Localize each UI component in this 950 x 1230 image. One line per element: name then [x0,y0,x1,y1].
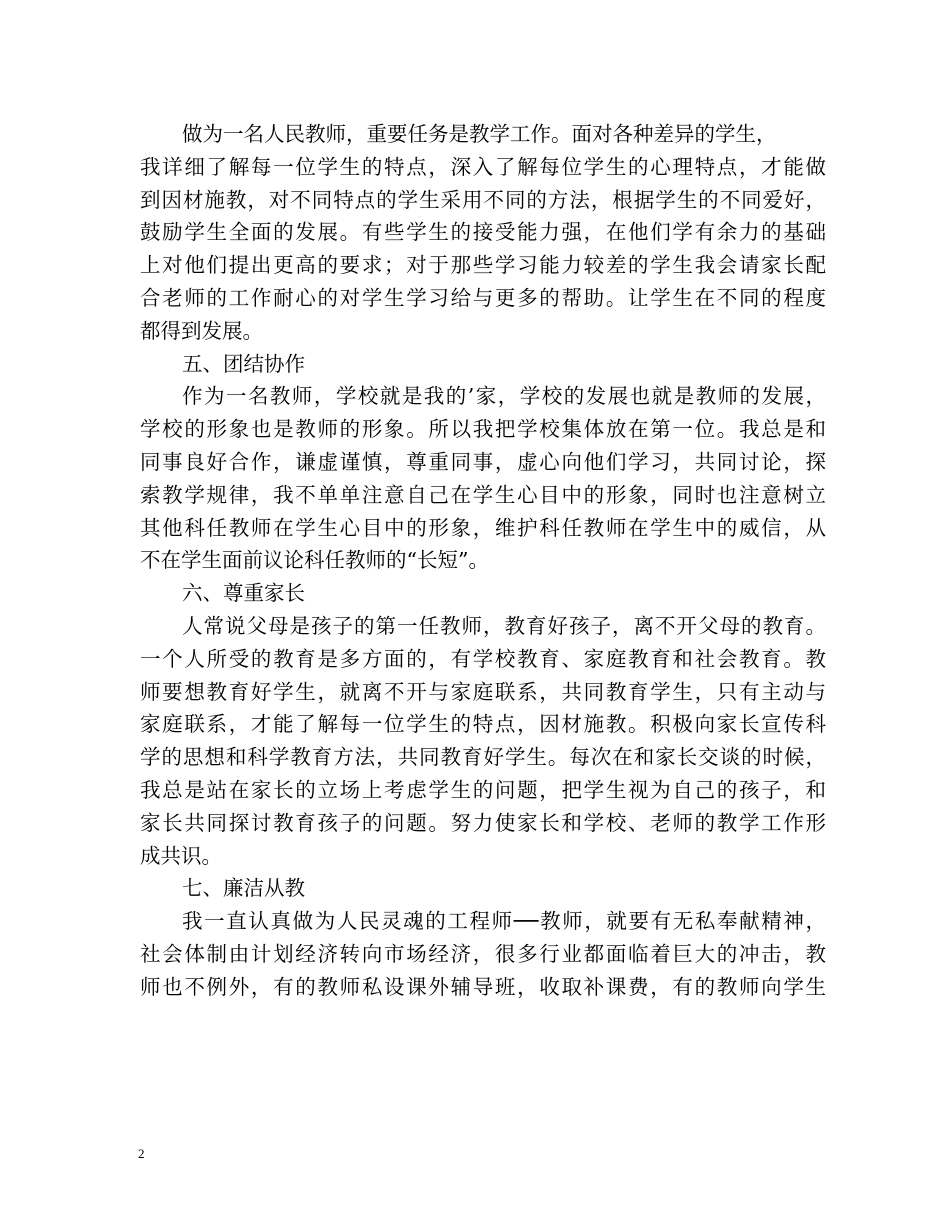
text-line: 同事良好合作，谦虚谨慎，尊重同事，虚心向他们学习，共同讨论，探 [140,450,826,474]
text-line: 索教学规律，我不单单注意自己在学生心目中的形象，同时也注意树立 [140,482,826,507]
text-line: 学的思想和科学教育方法，共同教育好学生。每次在和家长交谈的时候， [140,745,826,770]
text-line: 社会体制由计划经济转向市场经济，很多行业都面临着巨大的冲击，教 [140,942,826,966]
page-number: 2 [138,1146,145,1161]
text-line: 师也不例外，有的教师私设课外辅导班，收取补课费，有的教师向学生 [140,974,826,999]
text-line: 七、廉洁从教 [182,876,305,901]
text-line: 我一直认真做为人民灵魂的工程师──教师，就要有无私奉献精神， [182,909,826,934]
text-line: 六、尊重家长 [182,581,305,606]
text-line: 一个人所受的教育是多方面的，有学校教育、家庭教育和社会教育。教 [140,646,826,671]
text-line: 上对他们提出更高的要求；对于那些学习能力较差的学生我会请家长配 [140,253,826,278]
text-line: 家庭联系，才能了解每一位学生的特点，因材施教。积极向家长宣传科 [140,712,826,737]
text-line: 成共识。 [140,843,222,868]
text-line: 不在学生面前议论科任教师的“长短”。 [140,548,489,573]
text-line: 作为一名教师，学校就是我的’家，学校的发展也就是教师的发展， [182,384,826,409]
text-line: 学校的形象也是教师的形象。所以我把学校集体放在第一位。我总是和 [140,417,826,442]
text-line: 五、团结协作 [182,351,305,376]
text-line: 人常说父母是孩子的第一任教师，教育好孩子，离不开父母的教育。 [182,614,826,638]
text-line: 其他科任教师在学生心目中的形象，维护科任教师在学生中的威信，从 [140,515,826,540]
text-line: 家长共同探讨教育孩子的问题。努力使家长和学校、老师的教学工作形 [140,810,826,835]
text-line: 我总是站在家长的立场上考虑学生的问题，把学生视为自己的孩子，和 [140,778,826,802]
text-line: 我详细了解每一位学生的特点，深入了解每位学生的心理特点，才能做 [140,154,826,179]
text-line: 到因材施教，对不同特点的学生采用不同的方法，根据学生的不同爱好， [140,187,826,212]
text-line: 鼓励学生全面的发展。有些学生的接受能力强，在他们学有余力的基础 [140,220,826,245]
text-line: 都得到发展。 [140,318,263,343]
text-line: 做为一名人民教师，重要任务是教学工作。面对各种差异的学生， [182,122,777,146]
text-line: 合老师的工作耐心的对学生学习给与更多的帮助。让学生在不同的程度 [140,286,826,310]
text-line: 师要想教育好学生，就离不开与家庭联系，共同教育学生，只有主动与 [140,679,826,704]
